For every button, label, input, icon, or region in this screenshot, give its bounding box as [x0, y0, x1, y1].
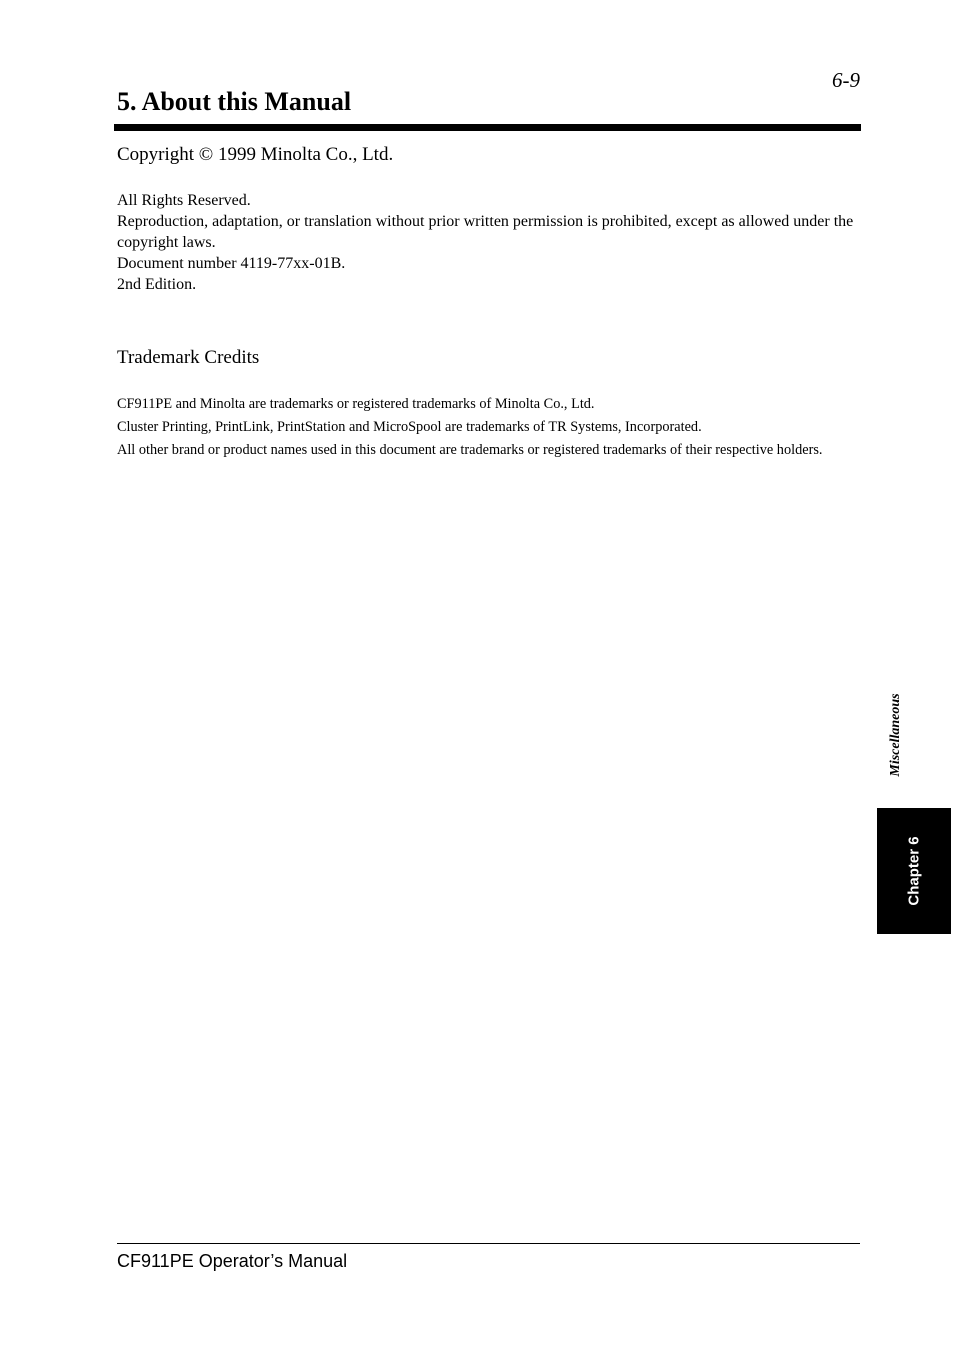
- trademark-line: CF911PE and Minolta are trademarks or registered trademarks of Minolta Co., Ltd.: [117, 396, 595, 412]
- page-number: 6-9: [832, 68, 860, 92]
- footer-rule: [117, 1243, 860, 1244]
- trademark-block: [117, 394, 862, 463]
- rights-line: Reproduction, adaptation, or translation without prior written permission is prohibited, except as allowed under the copyright laws.: [117, 213, 854, 251]
- copyright-heading: Copyright © 1999 Minolta Co., Ltd.: [117, 144, 394, 165]
- page-title: 5. About this Manual: [117, 87, 352, 116]
- chapter-tab: [877, 808, 951, 934]
- rights-block: [117, 190, 862, 295]
- trademark-line: All other brand or product names used in this document are trademarks or registered trademarks of their respective holders.: [117, 442, 823, 458]
- section-side-label: [874, 676, 918, 794]
- footer-manual-title: CF911PE Operator’s Manual: [117, 1251, 348, 1271]
- chapter-tab-label: Chapter 6: [905, 836, 923, 906]
- trademark-heading: Trademark Credits: [117, 347, 260, 368]
- section-side-label-text: Miscellaneous: [888, 693, 903, 777]
- trademark-line: Cluster Printing, PrintLink, PrintStation and MicroSpool are trademarks of TR Systems, Incorporated.: [117, 419, 702, 435]
- rights-line: All Rights Reserved.: [117, 192, 251, 209]
- title-rule: [114, 124, 861, 131]
- rights-line: 2nd Edition.: [117, 276, 197, 293]
- rights-line: Document number 4119-77xx-01B.: [117, 255, 346, 272]
